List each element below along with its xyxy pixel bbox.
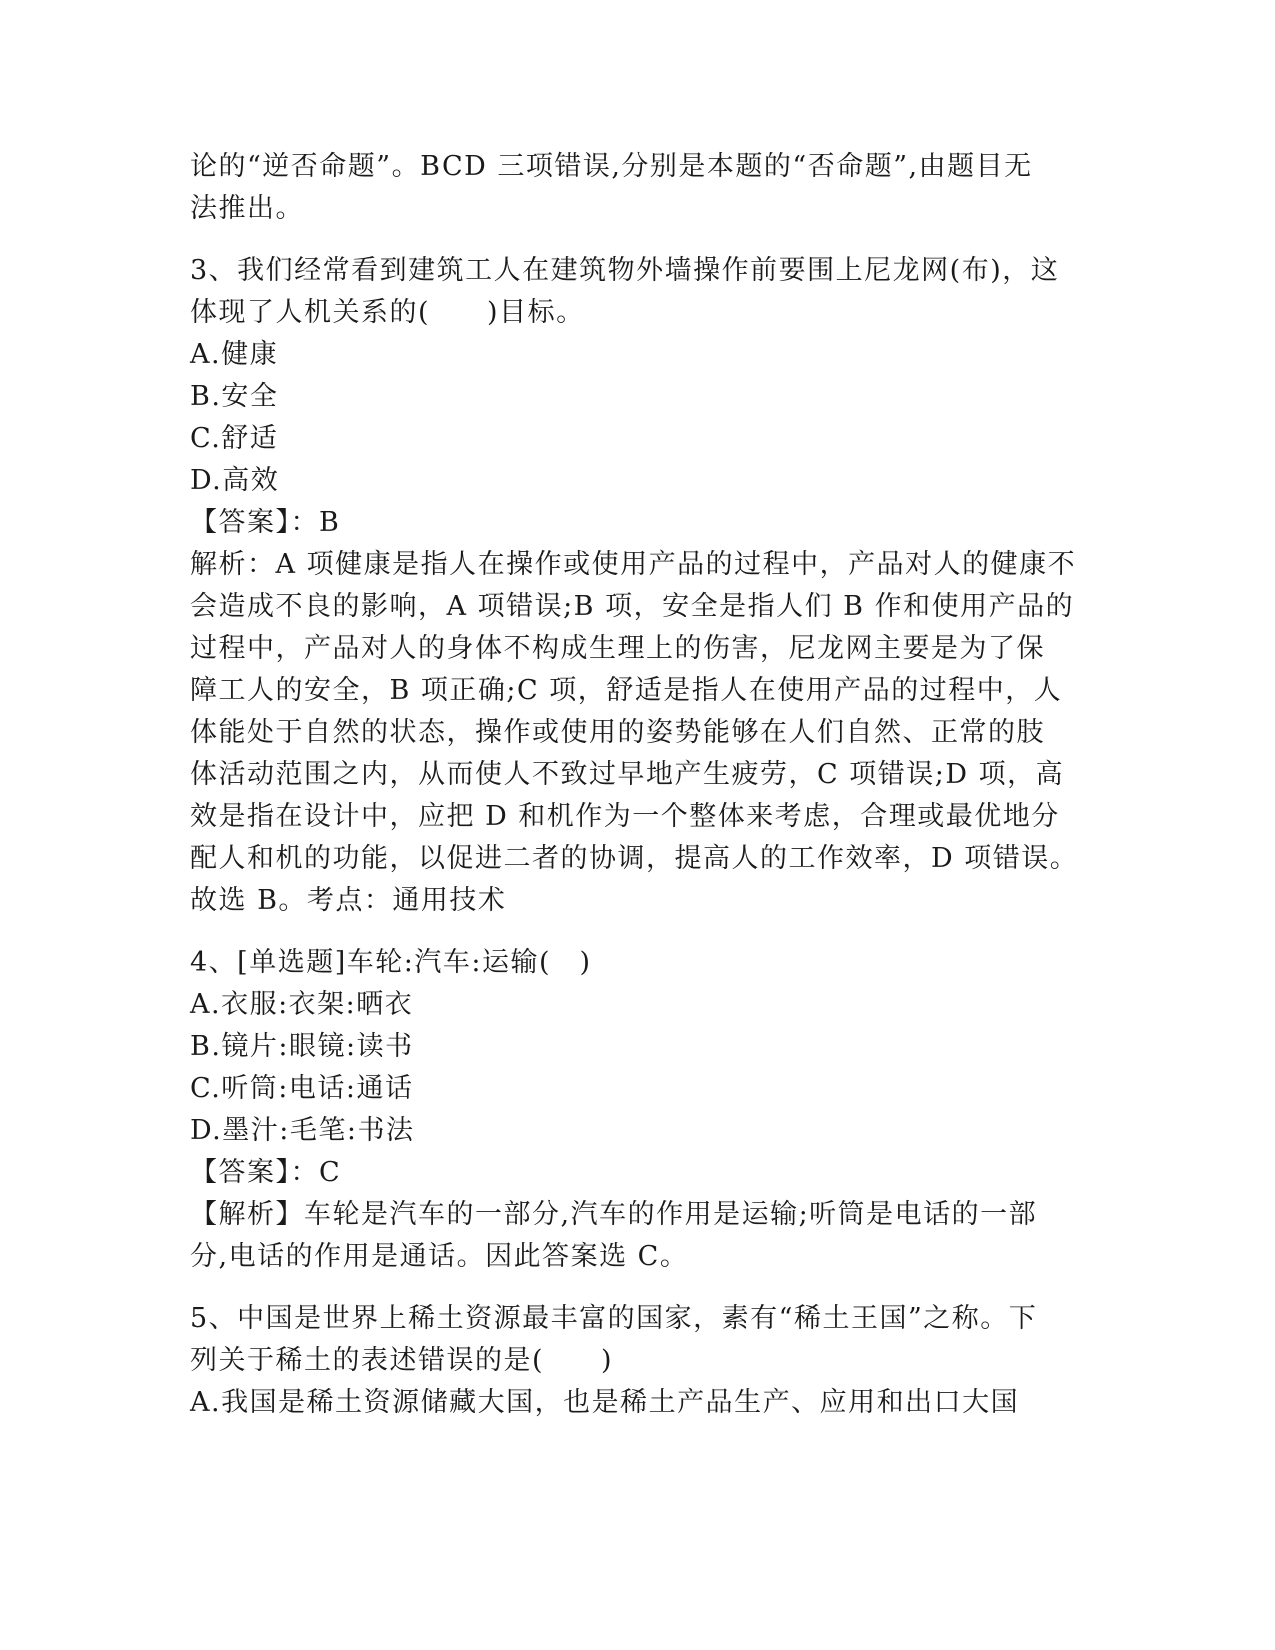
text-line: 论的“逆否命题”。BCD 三项错误,分别是本题的“否命题”,由题目无: [190, 151, 1033, 182]
explanation-line: 过程中，产品对人的身体不构成生理上的伤害，尼龙网主要是为了保: [190, 633, 1045, 664]
explanation: [190, 1194, 1090, 1278]
explanation-line: 故选 B。考点：通用技术: [190, 885, 507, 916]
page-content: [190, 146, 1090, 1424]
question-stem: 5、中国是世界上稀土资源最丰富的国家，素有“稀土王国”之称。下: [190, 1303, 1038, 1334]
explanation-line: 分,电话的作用是通话。因此答案选 C。: [190, 1241, 689, 1272]
option-c: C.舒适: [190, 423, 279, 454]
option-b: B.安全: [190, 381, 279, 412]
explanation-line: 效是指在设计中，应把 D 和机作为一个整体来考虑，合理或最优地分: [190, 801, 1060, 832]
explanation-line: 体能处于自然的状态，操作或使用的姿势能够在人们自然、正常的肢: [190, 717, 1045, 748]
question-3: [190, 250, 1090, 922]
explanation: [190, 544, 1090, 922]
option-c: C.听筒:电话:通话: [190, 1073, 414, 1104]
explanation-line: 体活动范围之内，从而使人不致过早地产生疲劳，C 项错误;D 项，高: [190, 759, 1065, 790]
explanation-line: 【解析】车轮是汽车的一部分,汽车的作用是运输;听筒是电话的一部: [190, 1199, 1038, 1230]
option-d: D.墨汁:毛笔:书法: [190, 1115, 415, 1146]
explanation-line: 解析：A 项健康是指人在操作或使用产品的过程中，产品对人的健康不: [190, 549, 1077, 580]
explanation-line: 障工人的安全，B 项正确;C 项，舒适是指人在使用产品的过程中，人: [190, 675, 1063, 706]
option-b: B.镜片:眼镜:读书: [190, 1031, 414, 1062]
option-a: A.衣服:衣架:晒衣: [190, 989, 414, 1020]
explanation-line: 配人和机的功能，以促进二者的协调，提高人的工作效率，D 项错误。: [190, 843, 1079, 874]
option-d: D.高效: [190, 465, 280, 496]
question-4: [190, 942, 1090, 1278]
question-stem: 体现了人机关系的( )目标。: [190, 297, 585, 328]
option-a: A.我国是稀土资源储藏大国，也是稀土产品生产、应用和出口大国: [190, 1387, 1020, 1418]
question-stem: 列关于稀土的表述错误的是( ): [190, 1345, 614, 1376]
question-stem: 4、[单选题]车轮:汽车:运输( ): [190, 947, 592, 978]
answer: 【答案】：B: [190, 507, 341, 538]
explanation-line: 会造成不良的影响，A 项错误;B 项，安全是指人们 B 作和使用产品的: [190, 591, 1075, 622]
q2-explanation-carryover: [190, 146, 1090, 230]
answer: 【答案】：C: [190, 1157, 342, 1188]
question-5: [190, 1298, 1090, 1424]
option-a: A.健康: [190, 339, 279, 370]
text-line: 法推出。: [190, 193, 304, 224]
question-stem: 3、我们经常看到建筑工人在建筑物外墙操作前要围上尼龙网(布)，这: [190, 255, 1060, 286]
